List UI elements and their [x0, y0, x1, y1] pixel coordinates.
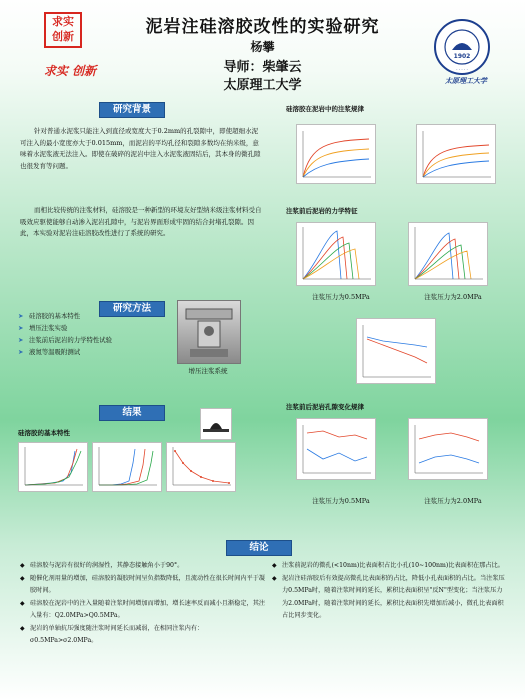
method-item: ➤ 硅溶胶的基本特性	[18, 310, 178, 322]
gel-time-chart-2	[92, 442, 162, 492]
methods-heading: 研究方法	[99, 301, 165, 317]
gel-time-chart-3	[166, 442, 236, 492]
conclusion-item: ◆ 硅溶胶与泥岩有很好的润湿性，其静态接触角小于90°。	[20, 560, 268, 573]
grout-volume-chart-2	[416, 124, 496, 184]
conclusion-item: ◆ 泥岩注硅溶胶后有效提高微孔比表面积的占比，降低小孔表面积的占比。当注浆压力0.5MPa时，随着注浆时间的延长，累积比表面积呈"反N"型变化；当注浆压力为2.0MPa时，随着注浆时间的延长，累积比表面积先增加后减小，微孔比表面积占比同步变化。	[272, 573, 506, 623]
method-item: ➤ 注浆前后泥岩的力学特性试验	[18, 334, 178, 346]
mechanics-title: 注浆前后泥岩的力学特征	[286, 207, 358, 215]
background-paragraph-2: 而相比较传统的注浆材料，硅溶胶是一种新型的环境友好型纳米级注浆材料受自吸效应驱使能够自动渗入泥岩孔隙中，与泥岩界面形成牢固的结合封堵孔裂隙。因此，本实验对泥岩注硅溶胶改性进行了系统的研究。	[20, 206, 262, 237]
motto: 求实 创新	[43, 64, 97, 78]
pore-chart-1	[296, 418, 376, 480]
conclusion-item: ◆ 硅溶胶在泥岩中的注入量随着注浆时间增加而增加，增长速率反而减小且渐稳定，其注入量有：Q2.0MPa>Q0.5MPa。	[20, 598, 268, 623]
grouting-system-caption: 增压注浆系统	[188, 367, 228, 375]
conclusion-left-list	[20, 560, 268, 648]
seal-text: 求实 创新	[52, 15, 74, 43]
methods-list	[18, 310, 178, 358]
advisor: 导师：柴肇云	[223, 60, 302, 75]
method-item: ➤ 增压注浆实验	[18, 322, 178, 334]
grouting-system-photo	[177, 300, 241, 364]
stress-strain-chart-2	[408, 222, 488, 286]
pore-title: 注浆前后泥岩孔隙变化规律	[286, 403, 364, 411]
author: 杨攀	[250, 40, 275, 54]
logo-year: 1902	[453, 53, 471, 60]
pore-caption-2-0mpa: 注浆压力为2.0MPa	[424, 497, 482, 505]
strength-summary-chart	[356, 318, 436, 384]
conclusion-item: ◆ 注浆前泥岩的微孔(<10nm)比表面积占比小孔(10~100nm)比表面积在那占比。	[272, 560, 506, 573]
grout-law-title: 硅溶胶在泥岩中的注浆规律	[286, 105, 364, 113]
method-item: ➤ 液氮等温吸附测试	[18, 346, 178, 358]
conclusion-item: ◆ 随催化剂用量的增加，硅溶胶的凝胶时间呈负指数降低，且流动性在很长时间内平于凝胶时间。	[20, 573, 268, 598]
conclusion-right-list	[272, 560, 506, 623]
pore-chart-2	[408, 418, 488, 480]
poster-title: 泥岩注硅溶胶改性的实验研究	[145, 17, 380, 37]
grout-volume-chart-1	[296, 124, 376, 184]
mech-caption-0-5mpa: 注浆压力为0.5MPa	[312, 293, 370, 301]
results-subheading: 硅溶胶的基本特性	[18, 429, 70, 437]
conclusion-heading: 结论	[226, 540, 292, 556]
gel-time-chart-1	[18, 442, 88, 492]
mech-caption-2-0mpa: 注浆压力为2.0MPa	[424, 293, 482, 301]
university: 太原理工大学	[223, 78, 302, 93]
svg-text:· · · · ·: · · · · ·	[456, 67, 468, 72]
results-heading: 结果	[99, 405, 165, 421]
stress-strain-chart-1	[296, 222, 376, 286]
background-heading: 研究背景	[99, 102, 165, 118]
conclusion-item: ◆ 泥岩的单轴抗压强度随注浆时间延长而减弱，在相同注浆内有：σ0.5MPa>σ2.0MPa。	[20, 623, 268, 648]
logo-university-name: 太原理工大学	[445, 76, 487, 85]
contact-angle-image	[200, 408, 232, 440]
background-paragraph-1: 针对普通水泥浆只能注入到直径或宽度大于0.2mm的孔裂隙中，即使超细水泥可注入的最小宽度亦大于0.015mm，而泥岩的平均孔径和裂隙多数均在纳米级，意味着水泥浆液无法注入。即使在破碎的泥岩中注入水泥浆液固结后，其本身的微孔隙也很发育等问题。	[20, 127, 261, 170]
pore-caption-0-5mpa: 注浆压力为0.5MPa	[312, 497, 370, 505]
